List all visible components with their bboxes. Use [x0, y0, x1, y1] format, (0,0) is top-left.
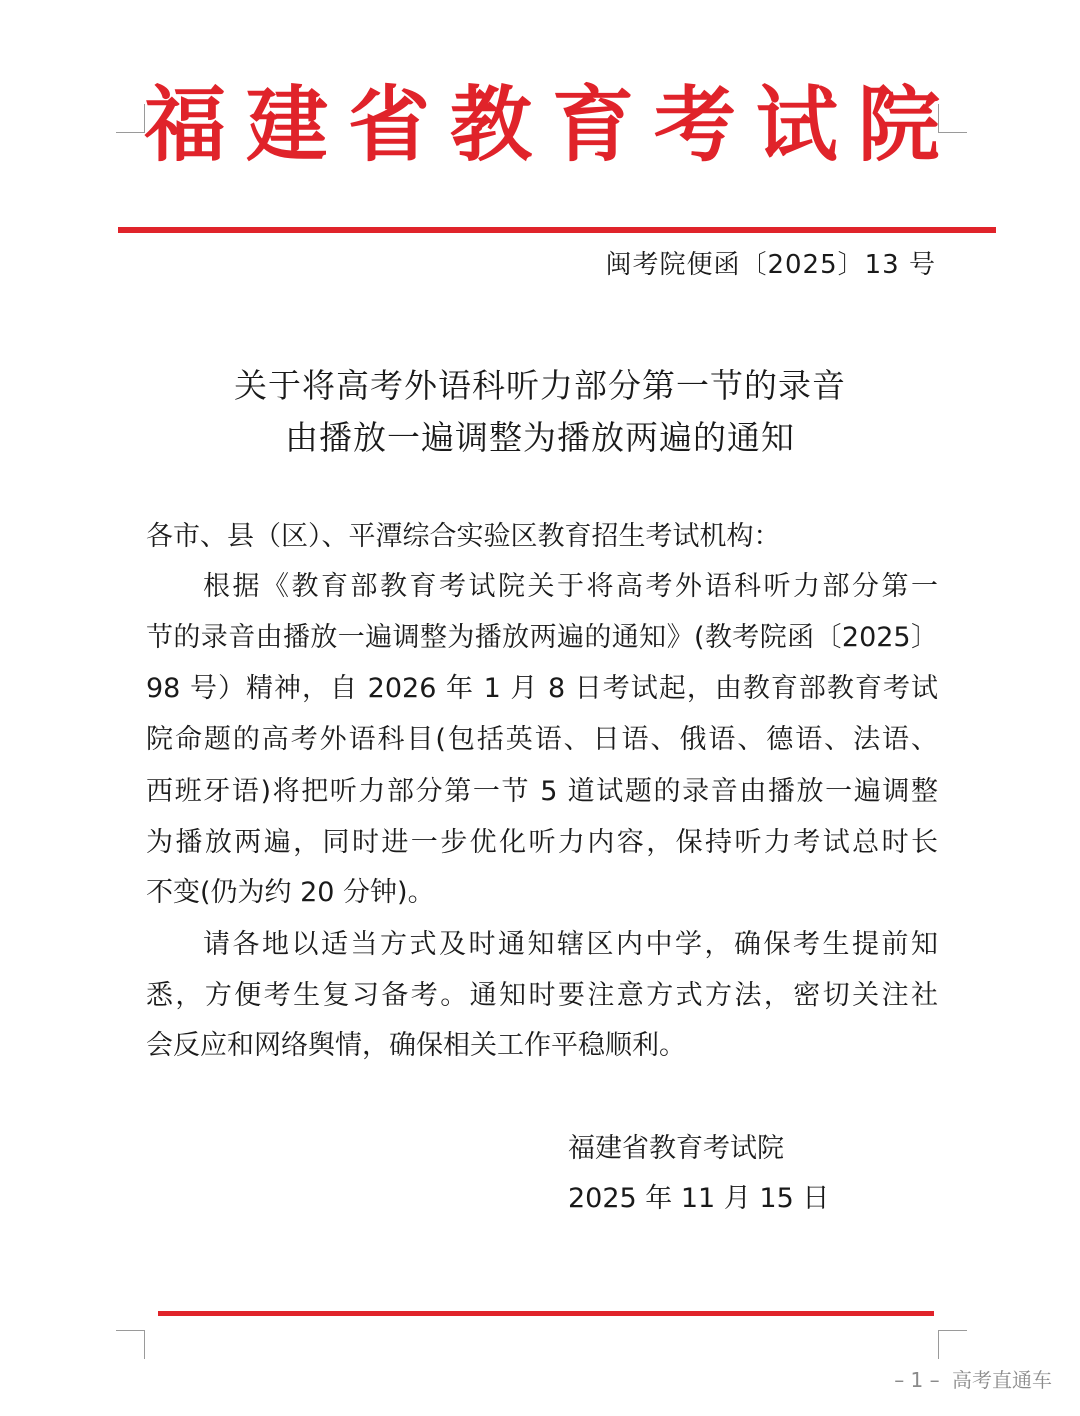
- notice-title-line-1: 关于将高考外语科听力部分第一节的录音: [234, 366, 846, 405]
- masthead-char: 教: [449, 77, 532, 173]
- crop-mark-top-left: [116, 104, 145, 133]
- paragraph-1-line: 根据《教育部教育考试院关于将高考外语科听力部分第一: [203, 571, 938, 602]
- signature-date: 2025 年 11 月 15 日: [568, 1183, 830, 1214]
- paragraph-2-line: 请各地以适当方式及时通知辖区内中学，确保考生提前知: [203, 929, 938, 960]
- paragraph-2-line: 会反应和网络舆情，确保相关工作平稳顺利。: [146, 1030, 686, 1061]
- paragraph-1-line: 不变(仍为约 20 分钟)。: [146, 877, 435, 908]
- page-footer: [894, 1364, 1052, 1393]
- crop-mark-bottom-right: [938, 1330, 967, 1359]
- crop-mark-top-right: [938, 104, 967, 133]
- header-red-rule: [118, 227, 996, 233]
- masthead-char: 考: [653, 77, 736, 173]
- masthead-char: 试: [755, 77, 838, 173]
- crop-mark-bottom-left: [116, 1330, 145, 1359]
- signature-organization: 福建省教育考试院: [568, 1133, 784, 1164]
- paragraph-1-line: 西班牙语)将把听力部分第一节 5 道试题的录音由播放一遍调整: [146, 776, 938, 807]
- paragraph-1-line: 为播放两遍，同时进一步优化听力内容，保持听力考试总时长: [146, 827, 938, 858]
- notice-title-line-2: 由播放一遍调整为播放两遍的通知: [285, 418, 795, 457]
- masthead-char: 省: [347, 77, 430, 173]
- addressee: 各市、县（区）、平潭综合实验区教育招生考试机构：: [146, 521, 781, 552]
- paragraph-1-line: 节的录音由播放一遍调整为播放两遍的通知》(教考院函〔2025〕: [146, 622, 938, 653]
- masthead-char: 建: [245, 77, 328, 173]
- paragraph-1-line: 院命题的高考外语科目(包括英语、日语、俄语、德语、法语、: [146, 724, 938, 755]
- masthead-char: 育: [551, 77, 634, 173]
- watermark-text: 高考直通车: [952, 1368, 1052, 1392]
- masthead-char: 福: [144, 77, 227, 173]
- paragraph-2-line: 悉，方便考生复习备考。通知时要注意方式方法，密切关注社: [146, 980, 938, 1011]
- footer-red-rule: [158, 1311, 934, 1316]
- paragraph-1-line: 98 号）精神，自 2026 年 1 月 8 日考试起，由教育部教育考试: [146, 673, 938, 704]
- masthead: [144, 70, 940, 180]
- page-number: – 1 –: [894, 1368, 940, 1392]
- document-number: 闽考院便函〔2025〕13 号: [605, 250, 936, 280]
- masthead-char: 院: [857, 77, 940, 173]
